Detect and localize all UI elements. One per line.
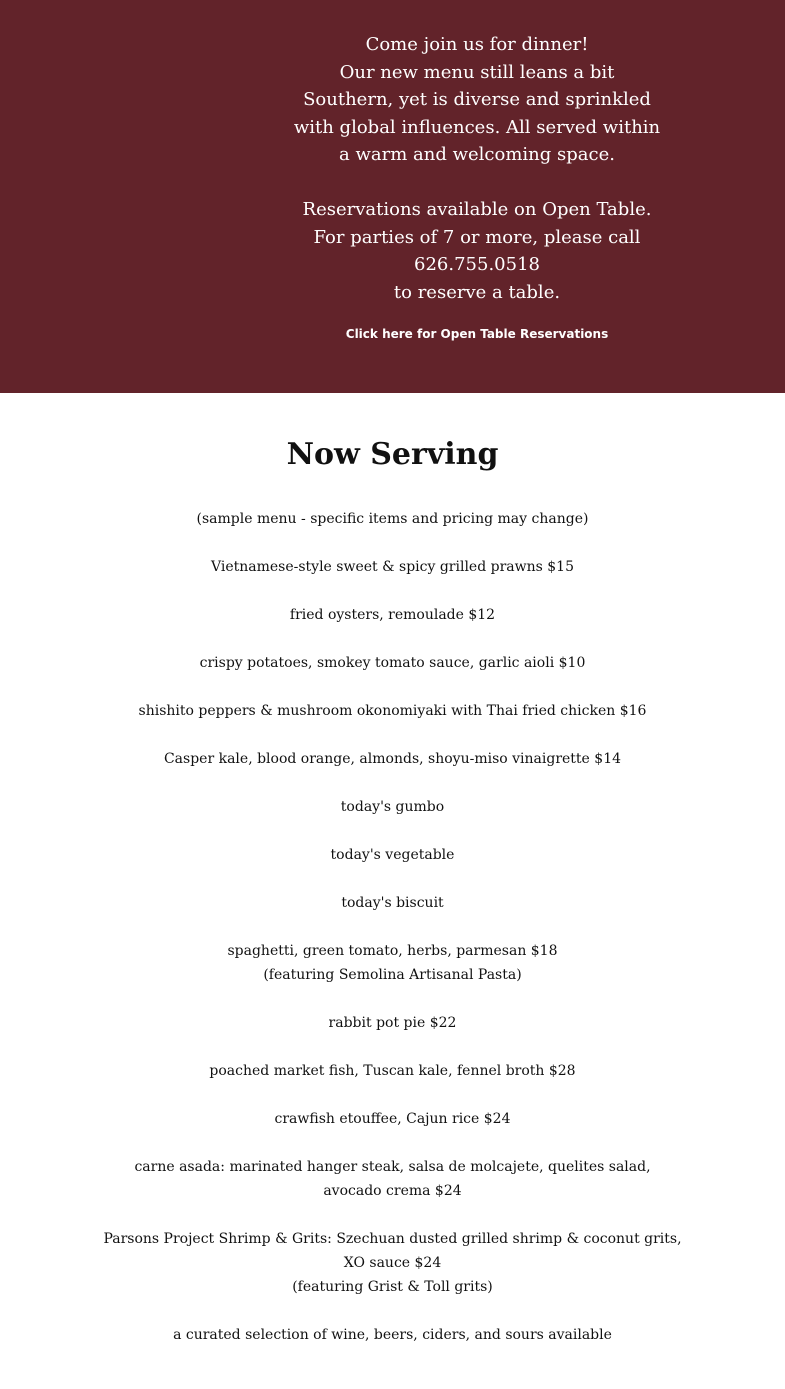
- menu-item-shrimp-grits-text: Parsons Project Shrimp & Grits: Szechuan dusted grilled shrimp & coconut grits,: [103, 1231, 682, 1247]
- menu-item-prawns-text: Vietnamese-style sweet & spicy grilled prawns $15: [210, 559, 574, 575]
- menu-item-vegetable: [0, 843, 785, 867]
- menu-note-text: (sample menu - specific items and pricing may change): [196, 511, 589, 527]
- menu-item-pot-pie: [0, 1011, 785, 1035]
- phone-number: 626.755.0518: [414, 254, 540, 275]
- hero-line-global: with global influences. All served within: [293, 116, 661, 138]
- menu-item-gumbo-text: today's gumbo: [340, 799, 445, 815]
- menu-item-fish: [0, 1059, 785, 1083]
- menu-item-carne-asada-text: carne asada: marinated hanger steak, salsa de molcajete, quelites salad,: [134, 1159, 651, 1175]
- hero-line-reserve: to reserve a table.: [393, 281, 561, 303]
- hero-line-opentable: Reservations available on Open Table.: [302, 199, 652, 220]
- menu-item-okonomiyaki: [0, 699, 785, 723]
- menu-item-gumbo: [0, 795, 785, 819]
- menu-item-carne-asada-price: avocado crema $24: [323, 1183, 462, 1199]
- menu-item-kale-text: Casper kale, blood orange, almonds, shoyu-miso vinaigrette $14: [163, 751, 622, 767]
- menu-item-prawns: [0, 555, 785, 579]
- hero-line-party: For parties of 7 or more, please call: [313, 226, 641, 248]
- menu-item-drinks-text: a curated selection of wine, beers, ciders, and sours available: [173, 1327, 612, 1343]
- menu-item-kale: [0, 747, 785, 771]
- menu-item-vegetable-text: today's vegetable: [330, 847, 455, 863]
- open-table-reservation-link[interactable]: Click here for Open Table Reservations: [345, 327, 609, 341]
- reservation-message: [272, 31, 682, 306]
- menu-item-potatoes: [0, 651, 785, 675]
- menu-item-biscuit: [0, 891, 785, 915]
- menu-item-spaghetti-text: spaghetti, green tomato, herbs, parmesan $18: [227, 943, 558, 959]
- menu-list: [0, 507, 785, 1371]
- menu-item-pot-pie-text: rabbit pot pie $22: [328, 1015, 457, 1031]
- menu-item-shrimp-grits-price: XO sauce $24: [343, 1255, 442, 1271]
- hero-line-intro: Come join us for dinner!: [365, 34, 589, 55]
- menu-item-etouffee: [0, 1107, 785, 1131]
- menu-item-fish-text: poached market fish, Tuscan kale, fennel broth $28: [209, 1063, 576, 1079]
- menu-item-okonomiyaki-text: shishito peppers & mushroom okonomiyaki with Thai fried chicken $16: [138, 703, 647, 719]
- menu-item-shrimp-grits-note: (featuring Grist & Toll grits): [292, 1279, 493, 1295]
- menu-item-spaghetti: [0, 939, 785, 987]
- menu-title: Now Serving: [286, 437, 499, 472]
- menu-item-oysters: [0, 603, 785, 627]
- menu-item-etouffee-text: crawfish etouffee, Cajun rice $24: [274, 1111, 511, 1127]
- menu-note: [0, 507, 785, 531]
- hero-line-space: a warm and welcoming space.: [339, 144, 615, 165]
- hero-line-menu: Our new menu still leans a bit: [339, 61, 615, 83]
- menu-item-carne-asada: [0, 1155, 785, 1203]
- reservation-banner: [0, 0, 785, 393]
- hero-spacer: [272, 169, 682, 197]
- menu-item-biscuit-text: today's biscuit: [341, 895, 444, 911]
- menu-item-shrimp-grits: [0, 1227, 785, 1299]
- menu-item-spaghetti-note: (featuring Semolina Artisanal Pasta): [263, 967, 522, 983]
- menu-item-oysters-text: fried oysters, remoulade $12: [289, 607, 496, 623]
- hero-line-southern: Southern, yet is diverse and sprinkled: [303, 89, 651, 110]
- menu-item-drinks: [0, 1323, 785, 1347]
- menu-item-potatoes-text: crispy potatoes, smokey tomato sauce, garlic aioli $10: [199, 655, 586, 671]
